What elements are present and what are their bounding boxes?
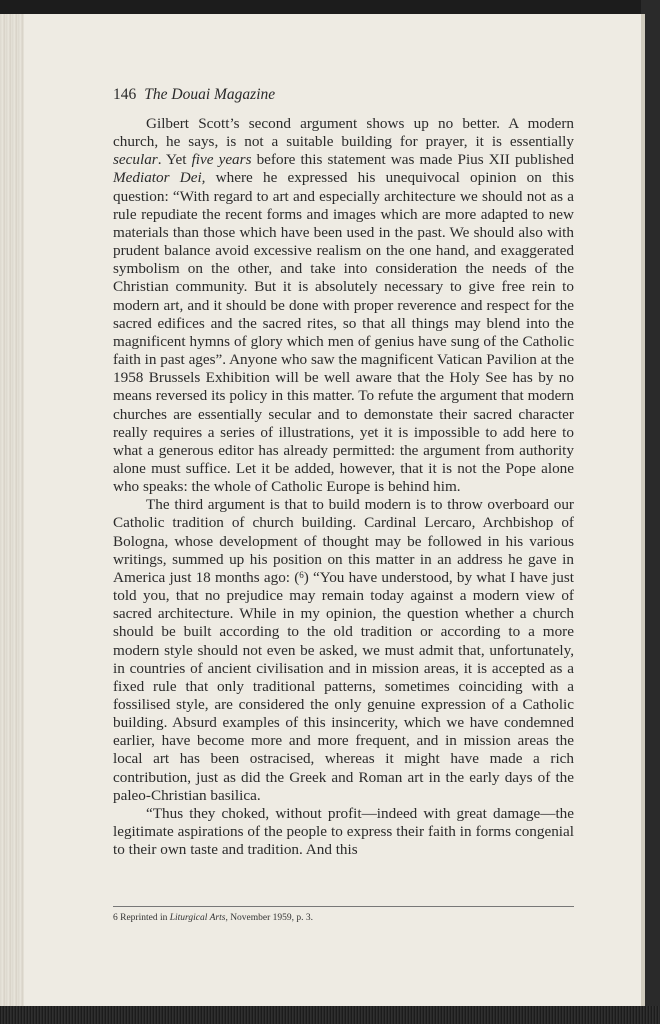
page-stack-edges	[0, 14, 24, 1006]
text-run: 6 Reprinted in	[113, 913, 170, 923]
footnote-rule	[113, 906, 574, 907]
text-run: . Yet	[157, 151, 192, 169]
italic-text: five years	[191, 151, 252, 169]
paragraph	[113, 115, 574, 496]
journal-title: The Douai Magazine	[144, 86, 276, 103]
text-run: ) “You have understood, by what I have just told you, that no prejudice may remain today against a modern view of sacred architecture. While in my opinion, the question whether a church should be built according to the old tradition or according to a more modern style should not even be asked, we must admit that, unfortunately, in countries of ancient civilisation and in mission areas, it is accepted as a fixed rule that only traditional patterns, sometimes coinciding with a fossilised style, are considered the only genuine expression of a Catholic building. Absurd examples of this insincerity, which we have condemned earlier, have become more and more frequent, and in mission areas the local art has been ostracised, whereas it might have made a rich contribution, just as did the Greek and Roman art in the early days of the paleo-Christian basilica.	[113, 568, 574, 804]
italic-text: Mediator Dei,	[113, 169, 206, 187]
italic-text: Liturgical Arts	[169, 913, 226, 923]
footnote-ref: 6	[299, 569, 304, 580]
text-run: where he expressed his unequivocal opinion on this question: “With regard to art and especially architecture we should not as a rule repudiate the recent forms and images which are more adapted to new materials than those which have been used in the past. We should also with prudent balance avoid excessive realism on the one hand, and exaggerated symbolism on the other, and take into consideration the needs of the Christian community. But it is absolutely necessary to give free rein to modern art, and it should be done with proper reverence and respect for the sacred edifices and the sacred rites, so that all things may blend into the magnificent hymns of glory which men of genius have sung of the Catholic faith in past ages”. Anyone who saw the magnificent Vatican Pavilion at the 1958 Brussels Exhibition will be well aware that the Holy See has by no means reversed its policy in this matter. To refute the argument that modern churches are essentially secular and to demonstate their sacred character really requires a series of illustrations, yet it is impossible to add here to what a generous editor has already permitted: the argument from authority alone must suffice. Let it be added, however, that it is not the Pope alone who speaks: the whole of Catholic Europe is behind him.	[113, 169, 574, 496]
binding-shadow	[641, 0, 660, 1024]
text-run: The third argument is that to build modern is to throw overboard our Catholic tradition of church building. Cardinal Lercaro, Archbishop of Bologna, whose development of thought may be followed in his various writings, summed up his position on this matter in an address he gave in America just 18 months ago: (	[113, 496, 574, 586]
text-run: , November 1959, p. 3.	[225, 913, 314, 923]
scan-bottom-edge	[0, 1006, 660, 1024]
body-text	[113, 115, 574, 859]
paragraph	[113, 496, 574, 805]
footnote	[113, 913, 313, 923]
running-header	[113, 86, 275, 104]
text-run: before this statement was made Pius XII published	[251, 151, 575, 169]
text-run: “Thus they choked, without profit—indeed with great damage—the legitimate aspirations of the people to express their faith in forms congenial to their own taste and tradition. And this	[113, 804, 574, 859]
page-number: 146	[113, 86, 137, 103]
text-run: Gilbert Scott’s second argument shows up no better. A modern church, he says, is not a suitable building for prayer, it is essentially	[113, 115, 574, 151]
paragraph	[113, 805, 574, 859]
italic-text: secular	[113, 151, 158, 169]
